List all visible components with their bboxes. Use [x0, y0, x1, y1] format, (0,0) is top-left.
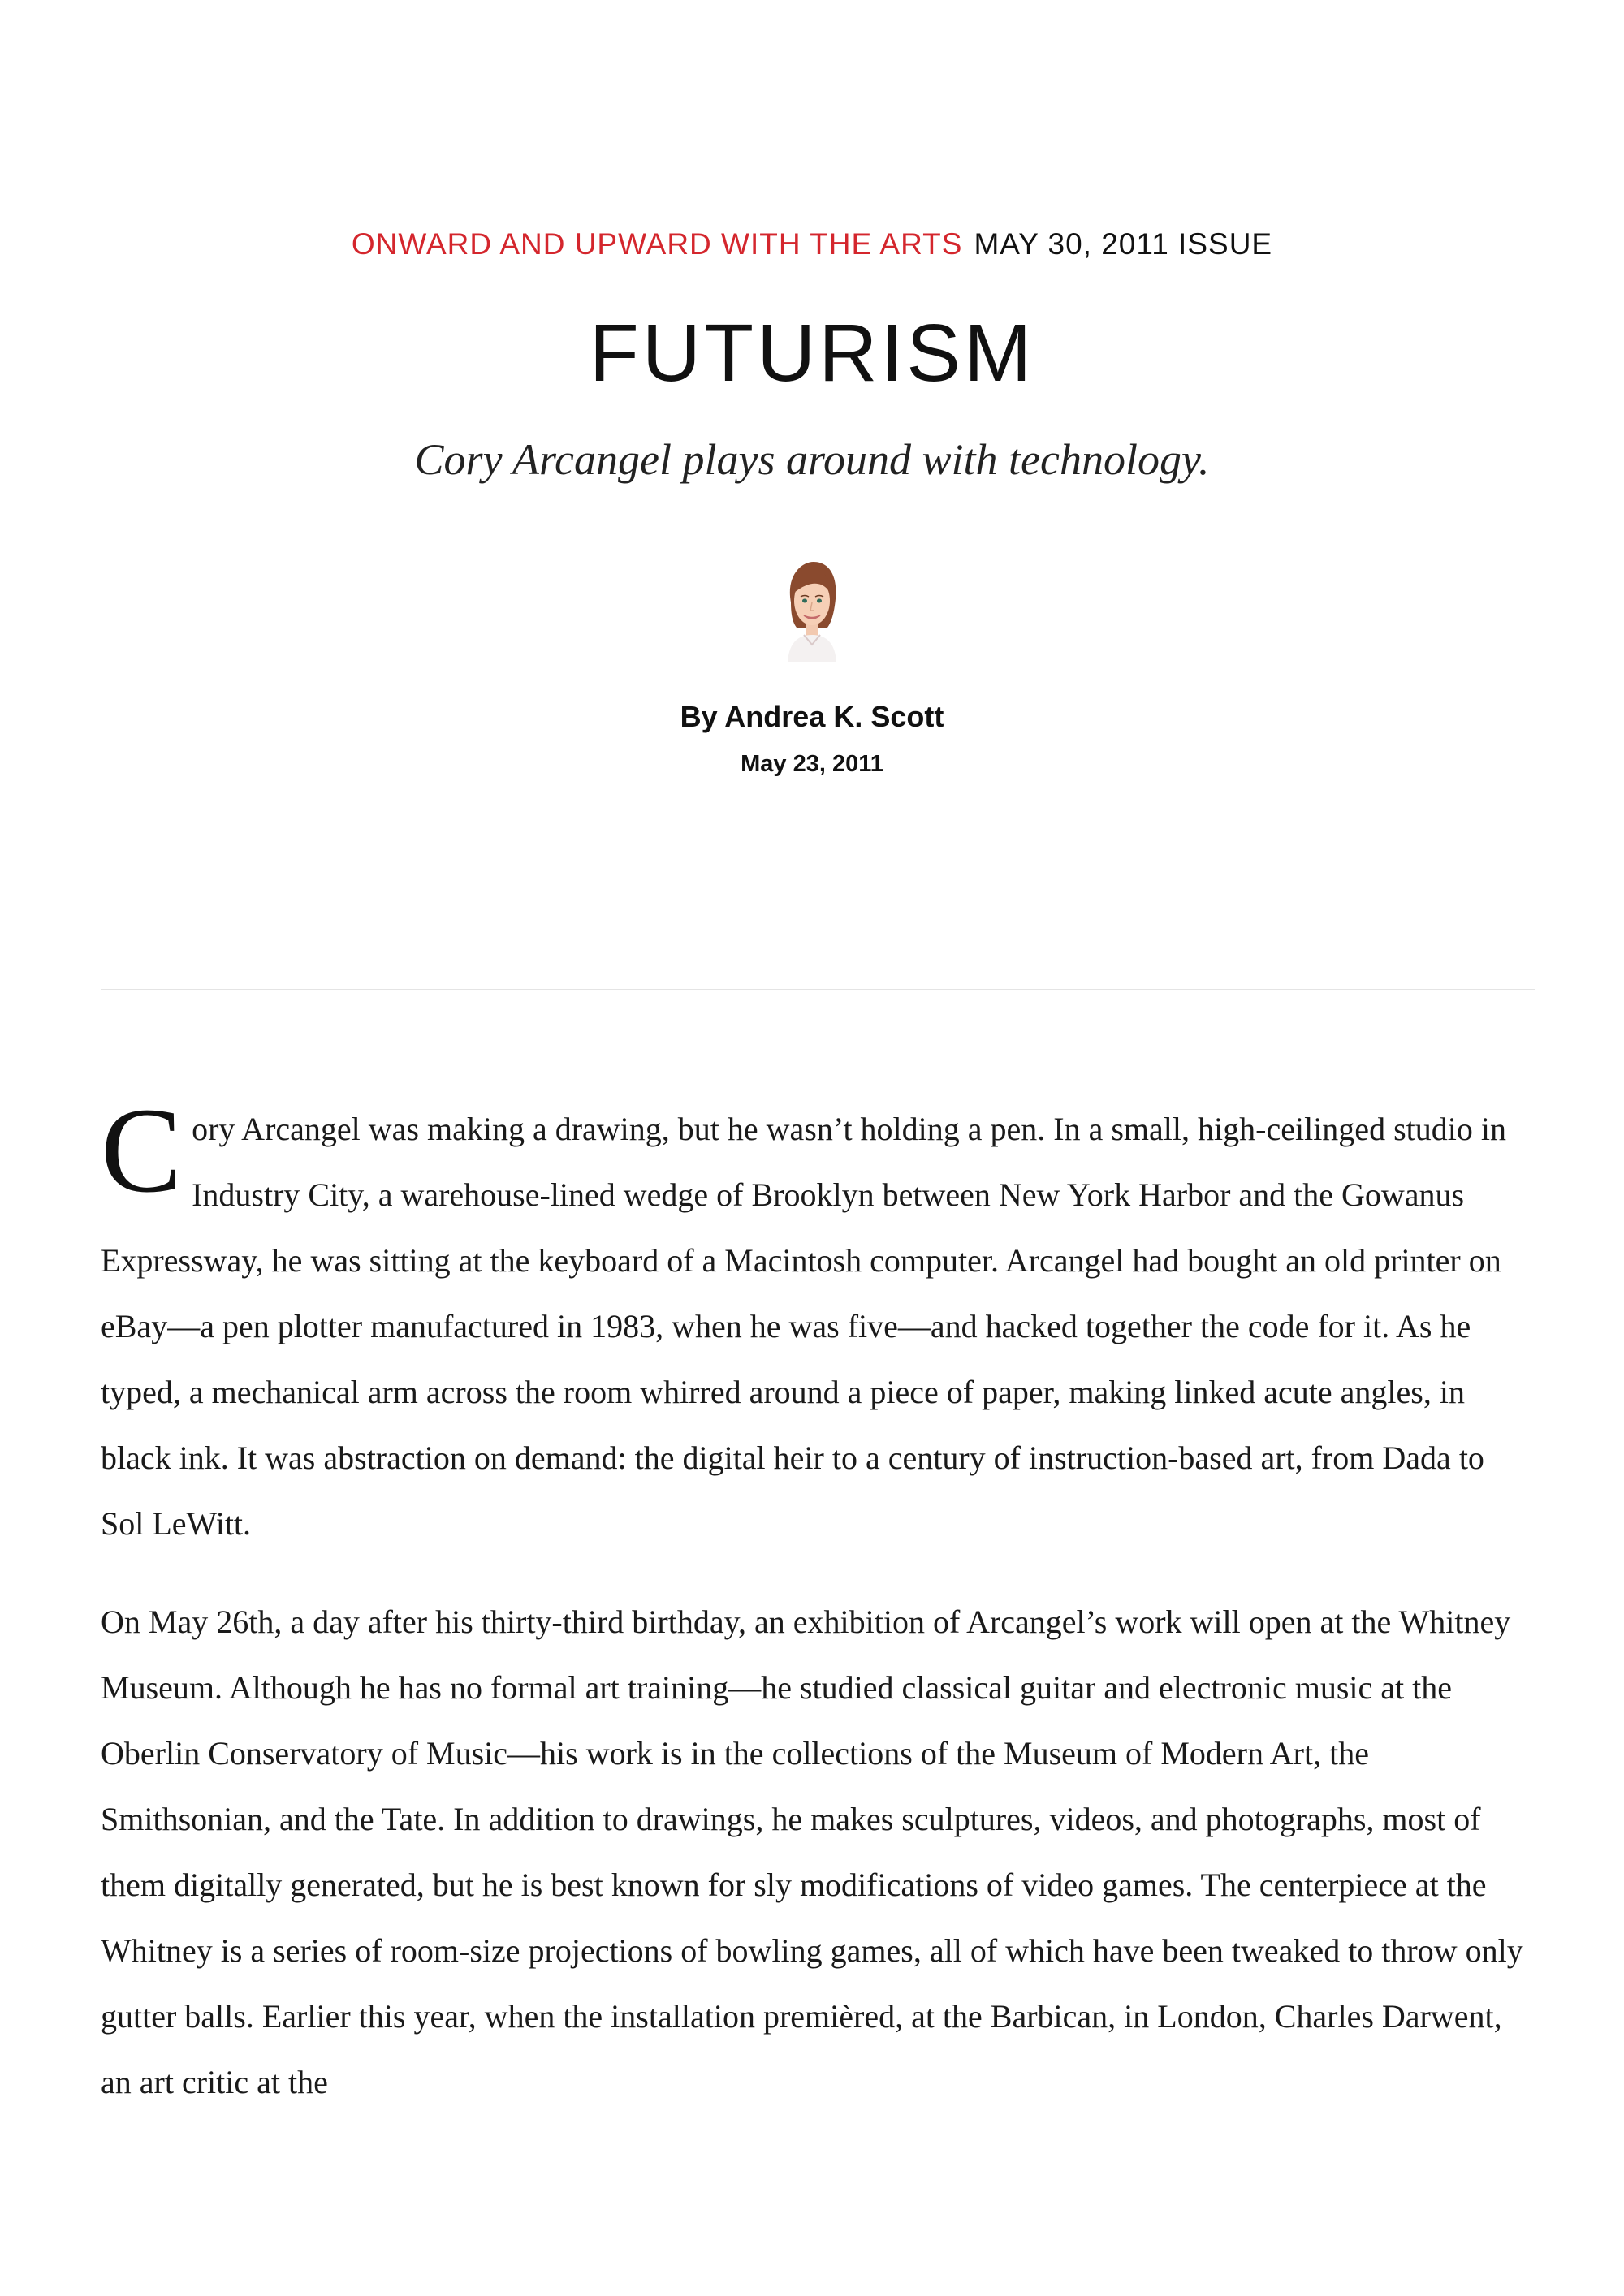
divider [101, 989, 1535, 990]
body-paragraph: On May 26th, a day after his thirty-third birthday, an exhibition of Arcangel’s work will open at the Whitney Museum. Although he has no formal art training—he studied classical guitar and electronic music at the Oberlin Conservatory of Music—his work is in the collections of the Museum of Modern Art, the Smithsonian, and the Tate. In addition to drawings, he makes sculptures, videos, and photographs, most of them digitally generated, but he is best known for sly modifications of video games. The centerpiece at the Whitney is a series of room-size projections of bowling games, all of which have been tweaked to throw only gutter balls. Earlier this year, when the installation premièred, at the Barbican, in London, Charles Darwent, an art critic at the [101, 1603, 1523, 2100]
section-link[interactable]: ONWARD AND UPWARD WITH THE ARTS [351, 227, 963, 261]
article-headline: FUTURISM [589, 308, 1035, 399]
article-body [101, 1083, 1535, 2147]
drop-cap: C [101, 1083, 183, 1218]
issue-link[interactable]: MAY 30, 2011 ISSUE [974, 227, 1273, 261]
body-paragraph [101, 1083, 1535, 1556]
paragraph-text: ory Arcangel was making a drawing, but he wasn’t holding a pen. In a small, high-ceilinged studio in Industry City, a warehouse-lined wedge of Brooklyn between New York Harbor and the Gowanus Expressway, he was sitting at the keyboard of a Macintosh computer. Arcangel had bought an old printer on eBay—a pen plotter manufactured in 1983, when he was five—and hacked together the code for it. As he typed, a mechanical arm across the room whirred around a piece of paper, making linked acute angles, in black ink. It was abstraction on demand: the digital heir to a century of instruction-based art, from Dada to Sol LeWitt. [101, 1111, 1506, 1542]
author-avatar-icon[interactable] [780, 560, 844, 662]
article-dek: Cory Arcangel plays around with technology. [414, 435, 1210, 484]
article-byline[interactable]: By Andrea K. Scott [680, 700, 944, 733]
article-rubric [0, 227, 1624, 261]
article-date: May 23, 2011 [741, 751, 883, 777]
